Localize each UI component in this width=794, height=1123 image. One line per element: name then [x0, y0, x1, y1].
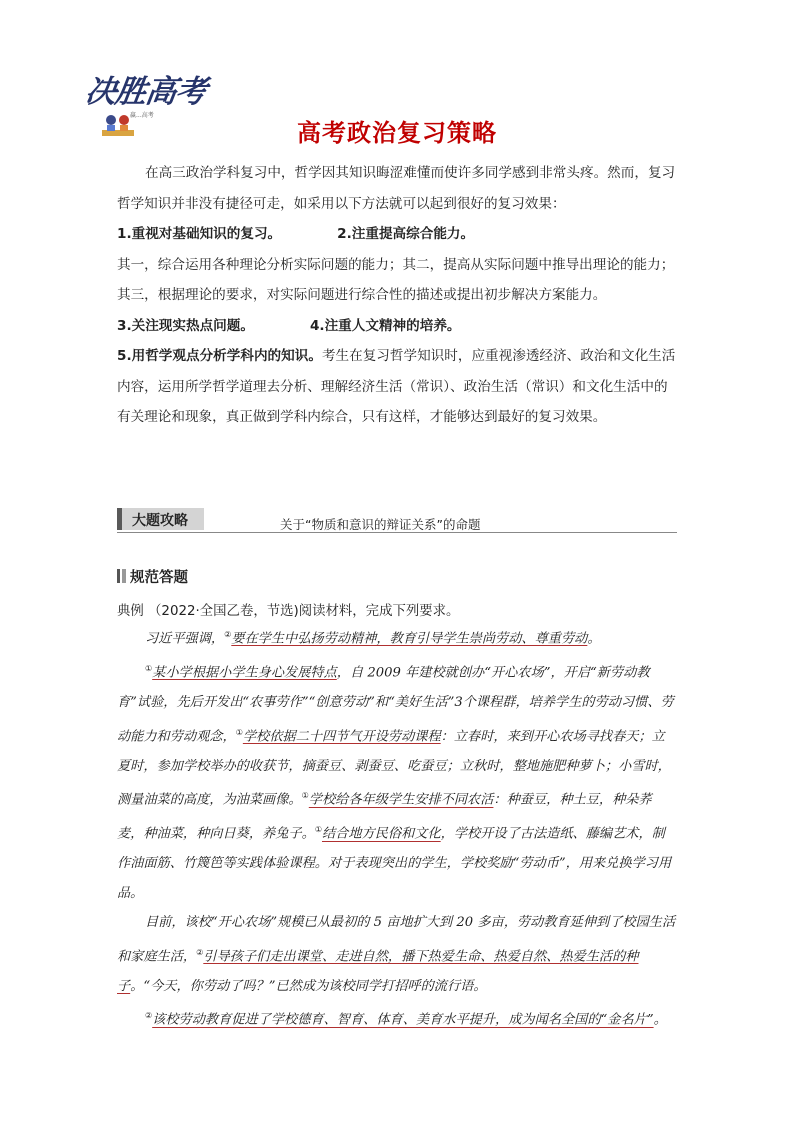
underlined-text: 结合地方民俗和文化	[321, 826, 441, 842]
annotation-mark: ②	[224, 630, 232, 639]
method-2: 2.注重提高综合能力。	[337, 226, 475, 242]
material-text: 。	[653, 1012, 667, 1028]
section-marker-icon	[117, 569, 126, 583]
annotation-mark: ①	[301, 791, 309, 801]
material-text: ，学校开设了古法造纸、藤编艺术，制作油面筋、竹篾笆等实践体验课程。对于表现突出的学生，学校奖励“劳动币”，用来兑换学习用品。	[117, 826, 672, 901]
underlined-text: 学校给各年级学生安排不同农活	[308, 792, 494, 808]
method-5: 5.用哲学观点分析学科内的知识。	[117, 348, 322, 364]
underlined-text: 引导孩子们走出课堂、走进自然，播下热爱生命、热爱自然、热爱生活的种子	[117, 949, 639, 994]
method-2-detail: 其一，综合运用各种理论分析实际问题的能力；其二，提高从实际问题中推导出理论的能力；其三，根据理论的要求，对实际问题进行综合性的描述或提出初步解决方案能力。	[117, 256, 675, 303]
method-5-paragraph	[117, 341, 677, 433]
material-text: ：立春时，来到开心农场寻找春天；立夏时，参加学校举办的收获节，摘蚕豆、剥蚕豆、吃蚕豆；立秋时，整地施肥种萝卜；小雪时，测量油菜的高度，为油菜画像。	[117, 728, 671, 808]
annotation-mark: ②	[145, 1011, 153, 1021]
method-4: 4.注重人文精神的培养。	[309, 317, 461, 334]
material-paragraph-2	[117, 654, 677, 908]
subsection-label: 规范答题	[130, 570, 188, 586]
logo-subtitle: 赢...高考	[130, 112, 154, 119]
material-text: 。	[587, 631, 601, 647]
underlined-text: 要在学生中弘扬劳动精神，教育引导学生崇尚劳动、尊重劳动	[231, 631, 588, 647]
underlined-text: 某小学根据小学生身心发展特点	[152, 665, 337, 681]
material-text: 目前，该校“开心农场”规模已从最初的 5 亩地扩大到 20 多亩，劳动教育延伸到了校园生活和家庭生活，	[117, 915, 676, 965]
underlined-text: 学校依据二十四节气开设劳动课程	[242, 728, 441, 744]
page-title: 高考政治复习策略	[297, 119, 497, 147]
material-paragraph-1	[117, 620, 677, 654]
method-row-1	[117, 219, 677, 250]
logo-text: 决胜高考	[82, 74, 209, 110]
intro-paragraph: 在高三政治学科复习中，哲学因其知识晦涩难懂而使许多同学感到非常头疼。然而，复习哲学知识并非没有捷径可走，如采用以下方法就可以起到很好的复习效果：	[117, 165, 676, 212]
material-text: ：种蚕豆，种土豆，种朵荞麦，种油菜，种向日葵，养兔子。	[117, 792, 652, 842]
handwritten-material	[117, 620, 677, 1035]
example-heading	[117, 600, 677, 619]
section-divider	[117, 532, 677, 533]
material-text: ，自 2009 年建校就创办“开心农场”，开启“新劳动教育”试验，先后开发出“农事劳作”“创意劳动”和“美好生活”3个课程群，培养学生的劳动习惯、劳动能力和劳动观念，	[117, 665, 674, 744]
example-label: 典例	[117, 604, 144, 619]
material-text: 。“今天，你劳动了吗？”已然成为该校同学打招呼的流行语。	[130, 978, 487, 994]
method-row-2	[117, 311, 677, 342]
intro-section	[117, 158, 677, 433]
annotation-mark: ①	[235, 727, 243, 737]
material-text: 习近平强调，	[145, 631, 225, 647]
method-5-detail: 考生在复习哲学知识时，应重视渗透经济、政治和文化生活内容，运用所学哲学道理去分析、理解经济生活（常识）、政治生活（常识）和文化生活中的有关理论和现象，真正做到学科内综合，只有这样，才能够达到最好的复习效果。	[117, 348, 676, 425]
section-header-label: 大题攻略	[132, 513, 188, 529]
method-3: 3.关注现实热点问题。	[117, 317, 254, 334]
section-topic: 关于“物质和意识的辩证关系”的命题	[280, 517, 481, 532]
annotation-mark: ①	[145, 663, 153, 673]
annotation-mark: ①	[314, 825, 322, 835]
example-source: （2022·全国乙卷，节选)阅读材料，完成下列要求。	[148, 604, 460, 619]
underlined-text: 该校劳动教育促进了学校德育、智育、体育、美育水平提升，成为闻名全国的“金名片”	[152, 1012, 654, 1028]
method-1: 1.重视对基础知识的复习。	[117, 226, 282, 242]
material-paragraph-3	[117, 908, 677, 1001]
section-header-bar	[117, 508, 204, 530]
annotation-mark: ②	[196, 947, 204, 957]
material-paragraph-4	[117, 1001, 677, 1035]
